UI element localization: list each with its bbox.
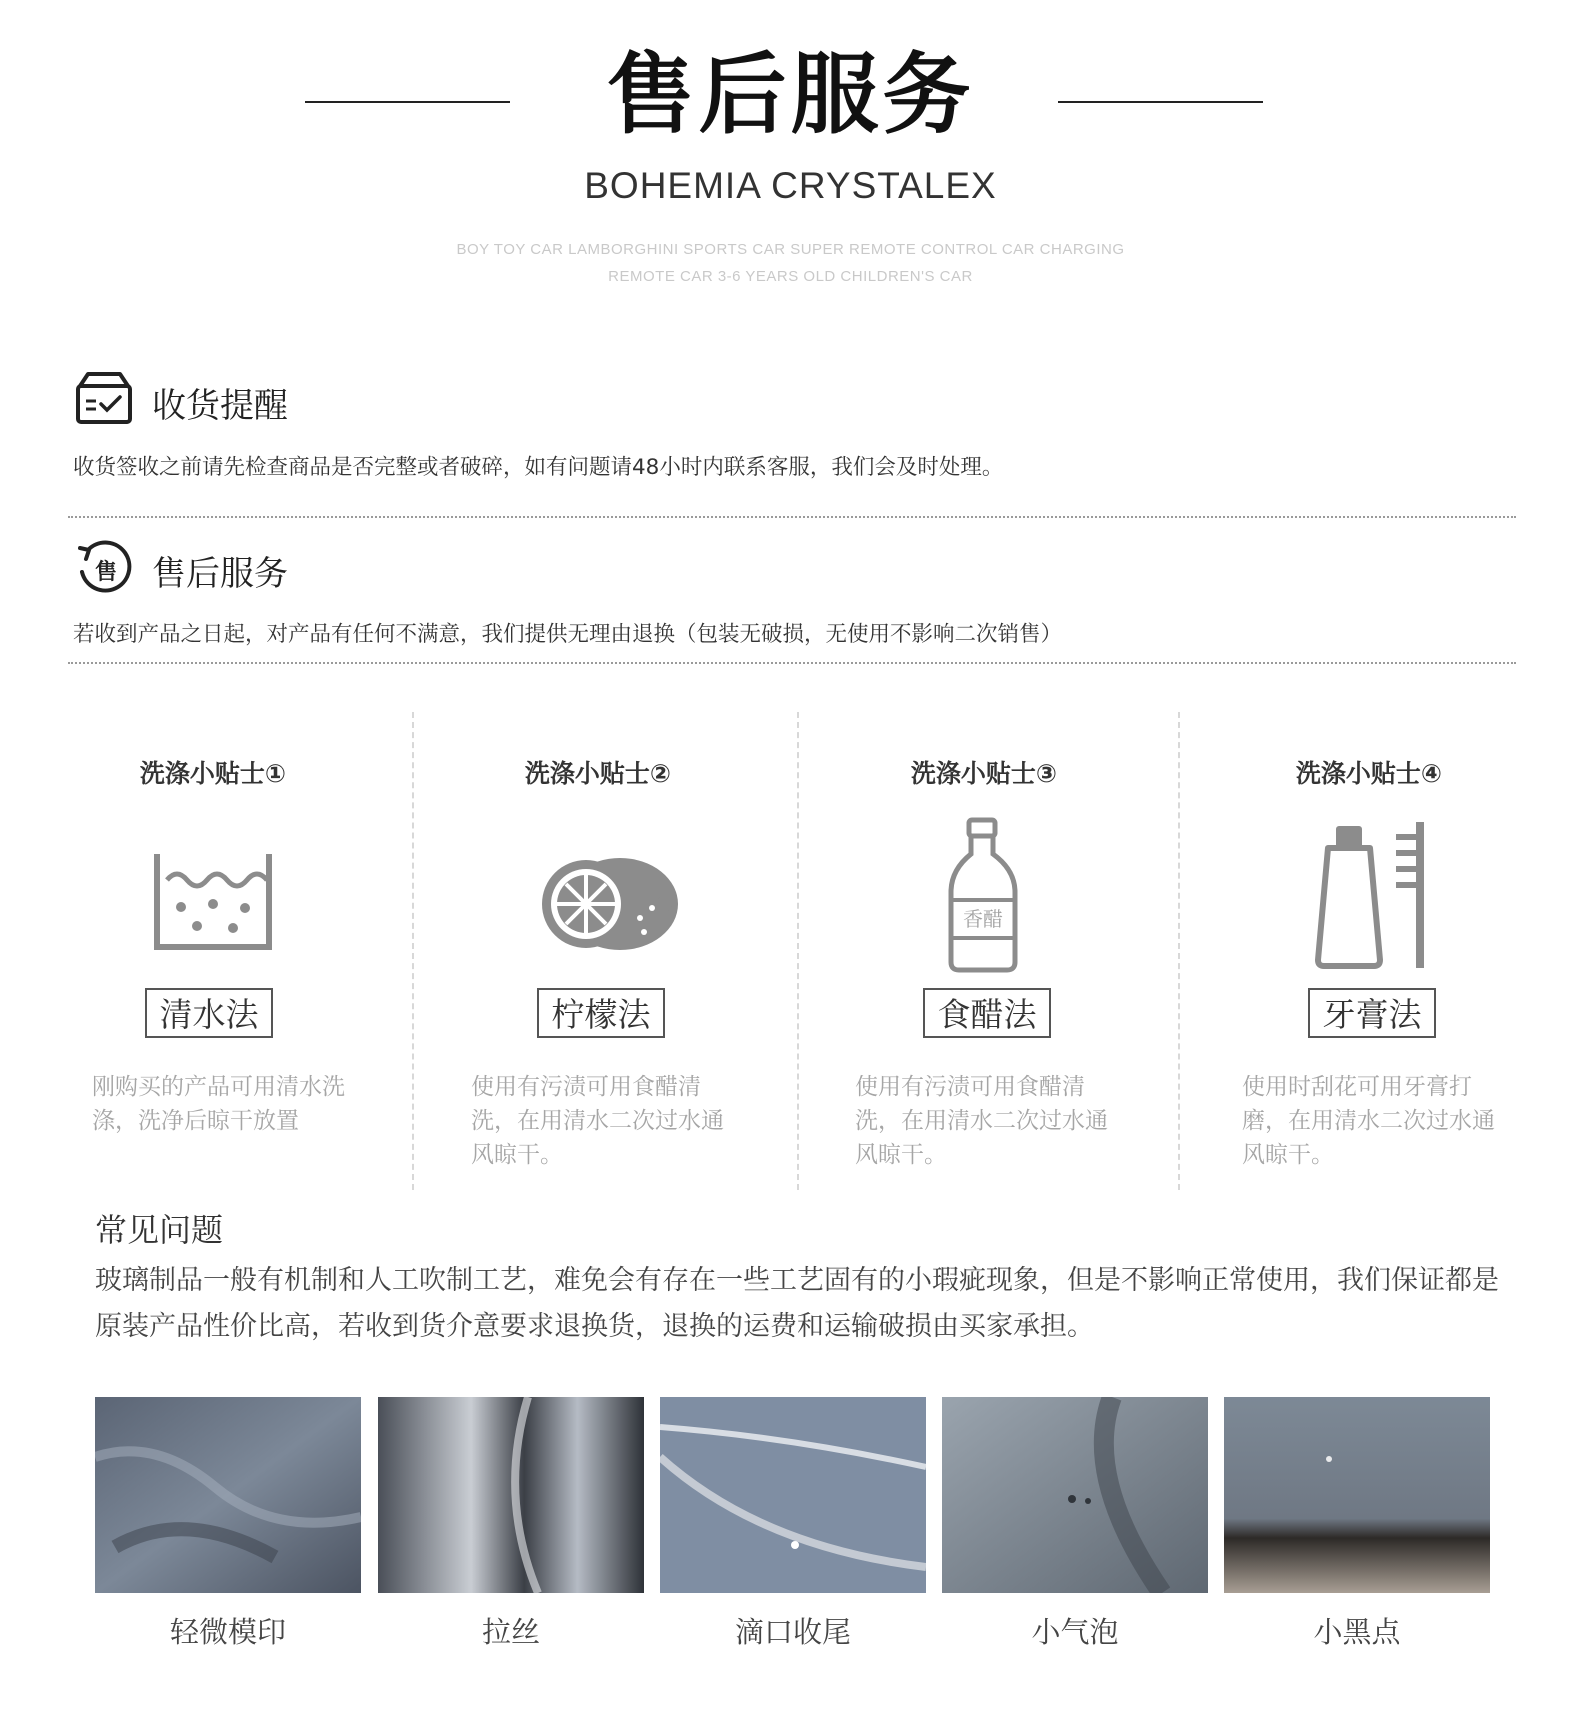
faq-title: 常见问题	[95, 1211, 224, 1249]
tip-label: 牙膏法	[1308, 988, 1436, 1038]
receipt-title: 收货提醒	[152, 386, 288, 426]
svg-text:香醋: 香醋	[963, 907, 1003, 931]
tip-description: 使用时刮花可用牙膏打磨，在用清水二次过水通风晾干。	[1242, 1074, 1495, 1168]
tagline-line-2: REMOTE CAR 3-6 YEARS OLD CHILDREN'S CAR	[608, 268, 973, 285]
package-check-icon	[74, 368, 134, 428]
section-divider	[68, 516, 1516, 518]
receipt-text: 收货签收之前请先检查商品是否完整或者破碎，如有问题请48小时内联系客服，我们会及时处理。	[73, 455, 1004, 480]
lemon-icon	[532, 812, 692, 972]
tip-title: 洗涤小贴士④	[1295, 759, 1443, 788]
tip-card-2	[407, 712, 789, 1192]
faq-text: 玻璃制品一般有机制和人工吹制工艺，难免会有存在一些工艺固有的小瑕疵现象，但是不影响正常使用，我们保证都是原装产品性价比高，若收到货介意要求退换货，退换的运费和运输破损由买家承担。	[95, 1265, 1499, 1342]
tip-description: 刚购买的产品可用清水洗涤，洗净后晾干放置	[92, 1074, 345, 1134]
section-divider	[68, 662, 1516, 664]
defect-photo-streak	[378, 1397, 644, 1593]
tip-title: 洗涤小贴士③	[910, 759, 1058, 788]
defect-photo-mold-mark	[95, 1397, 361, 1593]
page-title: 售后服务	[606, 43, 975, 146]
brand-name: BOHEMIA CRYSTALEX	[584, 165, 997, 206]
water-basin-icon	[153, 812, 273, 972]
tip-card-4	[1178, 712, 1560, 1192]
defect-photo-small-bubble	[942, 1397, 1208, 1593]
svg-text:售: 售	[94, 560, 118, 585]
toothpaste-brush-icon	[1308, 812, 1438, 972]
defect-photo-small-black-dot	[1224, 1397, 1490, 1593]
tagline-line-1: BOY TOY CAR LAMBORGHINI SPORTS CAR SUPER REMOTE CONTROL CAR CHARGING	[456, 241, 1125, 258]
after-sales-cycle-icon	[74, 538, 134, 598]
defect-caption: 拉丝	[481, 1615, 540, 1649]
tip-card-3	[793, 712, 1175, 1192]
defect-photo-drip-finish	[660, 1397, 926, 1593]
after-sales-text: 若收到产品之日起，对产品有任何不满意，我们提供无理由退换（包装无破损，无使用不影响二次销售）	[73, 622, 1063, 647]
defect-caption: 滴口收尾	[734, 1615, 851, 1649]
after-sales-title: 售后服务	[152, 554, 288, 594]
tip-card-1	[22, 712, 404, 1192]
tip-label: 柠檬法	[537, 988, 665, 1038]
vinegar-bottle-icon	[943, 812, 1023, 972]
tip-label: 清水法	[145, 988, 273, 1038]
tip-description: 使用有污渍可用食醋清洗，在用清水二次过水通风晾干。	[471, 1074, 724, 1168]
defect-caption: 小黑点	[1313, 1615, 1401, 1649]
tip-title: 洗涤小贴士①	[139, 759, 287, 788]
defect-caption: 轻微模印	[169, 1615, 286, 1649]
defect-caption: 小气泡	[1031, 1615, 1119, 1649]
tip-label: 食醋法	[923, 988, 1051, 1038]
tip-title: 洗涤小贴士②	[524, 759, 672, 788]
tip-description: 使用有污渍可用食醋清洗，在用清水二次过水通风晾干。	[855, 1074, 1108, 1168]
